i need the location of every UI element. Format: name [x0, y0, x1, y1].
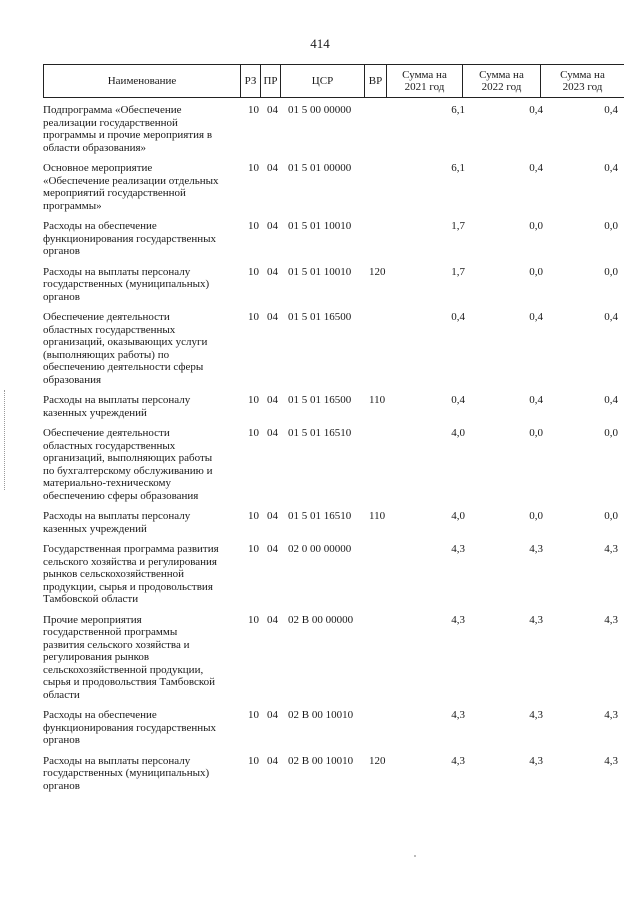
row-name-line: Тамбовской области — [43, 593, 139, 605]
row-pr: 04 — [267, 104, 278, 116]
row-vr: 120 — [369, 754, 386, 767]
row-pr: 04 — [267, 220, 278, 232]
row-name — [43, 709, 243, 747]
row-csr: 01 5 01 16510 — [288, 510, 352, 522]
row-sum-2022: 0,0 — [529, 265, 543, 278]
table-row — [43, 258, 633, 304]
header-sum-2022 — [463, 65, 541, 97]
row-sum-2022: 0,0 — [529, 427, 543, 439]
row-vr: 120 — [369, 265, 386, 278]
row-sum-2023: 0,0 — [604, 265, 618, 278]
row-name-line: областных государственных — [43, 439, 176, 452]
row-rz: 10 — [248, 104, 259, 116]
row-name-line: программы и прочие мероприятия в — [43, 129, 213, 141]
header-sum-2021-line: Сумма на — [402, 69, 447, 81]
row-rz: 10 — [248, 510, 259, 522]
row-sum-2021: 4,0 — [451, 427, 465, 439]
row-csr: 02 В 00 00000 — [288, 613, 354, 626]
row-sum-2021: 4,0 — [451, 510, 465, 522]
row-pr: 04 — [267, 394, 278, 406]
row-name-line: функционирования государственных — [43, 721, 217, 734]
table-row — [43, 502, 633, 535]
row-rz: 10 — [248, 543, 259, 555]
row-sum-2021: 4,3 — [451, 543, 465, 555]
row-sum-2023: 4,3 — [604, 613, 618, 626]
row-name-line: Расходы на выплаты персоналу — [43, 510, 191, 522]
table-row — [43, 747, 633, 793]
row-sum-2023: 4,3 — [604, 709, 618, 721]
row-name — [43, 311, 243, 386]
row-name-line: области образования» — [43, 141, 147, 154]
row-sum-2021: 0,4 — [451, 311, 465, 323]
row-sum-2021: 4,3 — [451, 709, 465, 721]
row-name-line: области — [43, 688, 80, 701]
row-name-line: органов — [43, 734, 80, 746]
header-rz: РЗ — [241, 65, 261, 97]
table-header — [43, 64, 624, 98]
row-rz: 10 — [248, 265, 259, 278]
row-name-line: государственной программы — [43, 626, 178, 638]
row-sum-2022: 0,4 — [529, 104, 543, 116]
row-name — [43, 162, 243, 212]
table-row — [43, 606, 633, 702]
header-sum-2021 — [387, 65, 463, 97]
row-csr: 01 5 01 10010 — [288, 220, 352, 232]
row-name-line: развития сельского хозяйства и — [43, 638, 190, 651]
row-name — [43, 394, 243, 419]
row-sum-2023: 0,0 — [604, 220, 618, 232]
row-sum-2021: 4,3 — [451, 613, 465, 626]
row-sum-2022: 0,4 — [529, 311, 543, 323]
row-pr: 04 — [267, 427, 278, 439]
row-name — [43, 104, 243, 154]
row-name-line: функционирования государственных — [43, 232, 217, 245]
row-name-line: Расходы на обеспечение — [43, 709, 157, 721]
row-rz: 10 — [248, 709, 259, 721]
table-row — [43, 419, 633, 502]
row-name-line: регулирования рынков — [43, 651, 150, 663]
row-sum-2022: 0,0 — [529, 220, 543, 232]
row-csr: 01 5 01 16510 — [288, 427, 352, 439]
row-name-line: Основное мероприятие — [43, 162, 153, 174]
row-pr: 04 — [267, 709, 278, 721]
row-name-line: казенных учреждений — [43, 406, 147, 419]
row-name-line: органов — [43, 290, 80, 303]
row-sum-2022: 0,4 — [529, 394, 543, 406]
row-sum-2023: 0,4 — [604, 311, 618, 323]
margin-mark — [4, 390, 6, 490]
row-sum-2021: 1,7 — [451, 265, 465, 278]
row-sum-2023: 0,4 — [604, 104, 618, 116]
table-row — [43, 535, 633, 606]
row-pr: 04 — [267, 265, 278, 278]
row-sum-2021: 6,1 — [451, 162, 465, 174]
row-sum-2023: 0,4 — [604, 394, 618, 406]
row-csr: 01 5 01 00000 — [288, 162, 352, 174]
row-sum-2021: 4,3 — [451, 754, 465, 767]
row-sum-2022: 0,4 — [529, 162, 543, 174]
row-sum-2022: 4,3 — [529, 613, 543, 626]
row-name — [43, 543, 243, 606]
row-name-line: областных государственных — [43, 323, 176, 336]
row-name — [43, 755, 243, 793]
row-name-line: образования — [43, 373, 102, 386]
header-sum-2022-line: 2022 год — [481, 81, 522, 93]
row-name — [43, 614, 243, 702]
row-name-line: (выполняющих работы) по — [43, 348, 170, 361]
row-name-line: реализации государственной — [43, 116, 178, 129]
row-vr: 110 — [369, 394, 386, 406]
row-rz: 10 — [248, 220, 259, 232]
row-sum-2022: 4,3 — [529, 709, 543, 721]
row-name-line: государственных (муниципальных) — [43, 767, 210, 779]
row-name-line: Обеспечение деятельности — [43, 427, 170, 439]
row-name — [43, 427, 243, 502]
row-name-line: сельского хозяйства и регулирования — [43, 555, 217, 568]
row-sum-2021: 0,4 — [451, 394, 465, 406]
row-name-line: сельскохозяйственной продукции, — [43, 663, 204, 676]
row-sum-2022: 4,3 — [529, 754, 543, 767]
row-rz: 10 — [248, 394, 259, 406]
row-csr: 01 5 01 16500 — [288, 311, 352, 323]
header-pr: ПР — [261, 65, 281, 97]
table-row — [43, 303, 633, 386]
row-csr: 01 5 01 10010 — [288, 265, 352, 278]
row-name-line: программы» — [43, 199, 102, 212]
row-rz: 10 — [248, 427, 259, 439]
row-rz: 10 — [248, 754, 259, 767]
row-name-line: организаций, выполняющих работы — [43, 452, 213, 464]
row-name-line: органов — [43, 779, 80, 792]
row-name-line: казенных учреждений — [43, 522, 147, 535]
row-sum-2021: 1,7 — [451, 220, 465, 232]
row-sum-2023: 4,3 — [604, 543, 618, 555]
row-name-line: Обеспечение деятельности — [43, 311, 170, 323]
header-vr: ВР — [365, 65, 387, 97]
row-pr: 04 — [267, 311, 278, 323]
row-csr: 01 5 00 00000 — [288, 104, 352, 116]
row-name-line: Расходы на выплаты персоналу — [43, 394, 191, 406]
row-csr: 02 0 00 00000 — [288, 543, 352, 555]
row-name-line: сырья и продовольствия Тамбовской — [43, 676, 216, 688]
row-sum-2023: 0,0 — [604, 427, 618, 439]
row-name — [43, 266, 243, 304]
header-sum-2023 — [541, 65, 624, 97]
row-sum-2022: 0,0 — [529, 510, 543, 522]
row-name-line: органов — [43, 245, 80, 257]
row-sum-2023: 0,0 — [604, 510, 618, 522]
row-sum-2022: 4,3 — [529, 543, 543, 555]
row-name-line: по бухгалтерскому обслуживанию и — [43, 464, 213, 477]
table-row — [43, 154, 633, 212]
header-name: Наименование — [44, 65, 241, 97]
row-name-line: материально-техническому — [43, 477, 172, 489]
row-sum-2021: 6,1 — [451, 104, 465, 116]
row-name-line: Государственная программа развития — [43, 543, 219, 555]
row-name-line: Подпрограмма «Обеспечение — [43, 104, 182, 116]
row-sum-2023: 4,3 — [604, 754, 618, 767]
header-csr: ЦСР — [281, 65, 365, 97]
row-csr: 02 В 00 10010 — [288, 754, 354, 767]
row-pr: 04 — [267, 162, 278, 174]
row-name-line: Расходы на обеспечение — [43, 220, 157, 232]
row-name-line: обеспечению деятельности сферы — [43, 361, 204, 373]
row-name-line: Расходы на выплаты персоналу — [43, 754, 191, 767]
row-name-line: организаций, оказывающих услуги — [43, 336, 208, 348]
row-name-line: рынков сельскохозяйственной — [43, 568, 185, 580]
scan-speck — [414, 855, 416, 857]
header-sum-2022-line: Сумма на — [479, 69, 524, 81]
row-name-line: продукции, сырья и продовольствия — [43, 580, 213, 593]
table-row — [43, 386, 633, 419]
row-name-line: Расходы на выплаты персоналу — [43, 265, 191, 278]
row-csr: 01 5 01 16500 — [288, 394, 352, 406]
row-name-line: «Обеспечение реализации отдельных — [43, 174, 219, 187]
row-pr: 04 — [267, 613, 278, 626]
table-body — [43, 96, 633, 792]
header-sum-2023-line: Сумма на — [560, 69, 605, 81]
row-pr: 04 — [267, 510, 278, 522]
table-row — [43, 212, 633, 258]
row-vr: 110 — [369, 510, 386, 522]
header-sum-2023-line: 2023 год — [562, 81, 603, 93]
header-sum-2021-line: 2021 год — [404, 81, 445, 93]
row-rz: 10 — [248, 311, 259, 323]
row-name-line: государственных (муниципальных) — [43, 278, 210, 290]
row-sum-2023: 0,4 — [604, 162, 618, 174]
row-csr: 02 В 00 10010 — [288, 709, 354, 721]
row-pr: 04 — [267, 754, 278, 767]
row-rz: 10 — [248, 162, 259, 174]
page-number: 414 — [310, 36, 330, 51]
row-name-line: Прочие мероприятия — [43, 613, 142, 626]
row-rz: 10 — [248, 613, 259, 626]
row-name — [43, 220, 243, 258]
table-row — [43, 96, 633, 154]
row-name-line: мероприятий государственной — [43, 187, 186, 199]
row-name-line: обеспечению сферы образования — [43, 489, 199, 502]
table-row — [43, 701, 633, 747]
row-pr: 04 — [267, 543, 278, 555]
row-name — [43, 510, 243, 535]
